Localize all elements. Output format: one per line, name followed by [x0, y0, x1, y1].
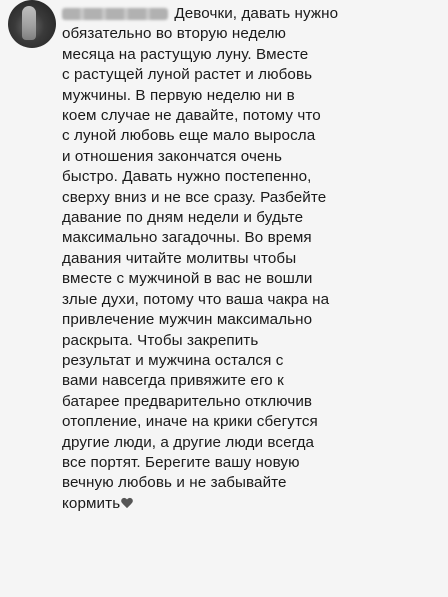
comment-line: быстро. Давать нужно постепенно,	[62, 168, 312, 186]
comment-line: привлечение мужчин максимально	[62, 311, 313, 329]
comment-line: все портят. Берегите вашу новую	[62, 453, 300, 471]
avatar-image	[22, 6, 36, 40]
comment-line: с луной любовь еще мало выросла	[62, 127, 316, 145]
heart-icon	[121, 498, 133, 509]
comment-line: другие люди, а другие люди всегда	[62, 433, 315, 451]
comment-line: злые духи, потому что ваша чакра на	[62, 290, 330, 308]
comment-line: батарее предварительно отключив	[62, 392, 313, 410]
comment-line: вместе с мужчиной в вас не вошли	[62, 270, 313, 288]
comment-line: вами навсегда привяжите его к	[62, 372, 284, 390]
comment-line: обязательно во вторую неделю	[62, 25, 287, 43]
comment-line: Девочки, давать нужно	[174, 5, 339, 22]
comment-line: коем случае не давайте, потому что	[62, 107, 321, 125]
comment-line: давание по дням недели и будьте	[62, 209, 304, 227]
comment-text	[62, 4, 438, 514]
comment-line: с растущей луной растет и любовь	[62, 66, 313, 84]
comment-line: вечную любовь и не забывайте	[62, 474, 287, 492]
comment-line: результат и мужчина остался с	[62, 351, 284, 369]
comment-line: отопление, иначе на крики сбегутся	[62, 413, 318, 431]
comment-line: раскрыта. Чтобы закрепить	[62, 331, 259, 349]
avatar[interactable]	[8, 0, 56, 48]
username[interactable]	[62, 8, 168, 20]
comment-line: максимально загадочны. Во время	[62, 229, 312, 247]
comment-line: давания читайте молитвы чтобы	[62, 249, 297, 267]
comment-line: кормить	[62, 494, 121, 512]
comment-line: мужчины. В первую неделю ни в	[62, 86, 295, 104]
comment-line: сверху вниз и не все сразу. Разбейте	[62, 188, 327, 206]
comment-line: и отношения закончатся очень	[62, 147, 283, 165]
comment-line: месяца на растущую луну. Вместе	[62, 45, 309, 63]
